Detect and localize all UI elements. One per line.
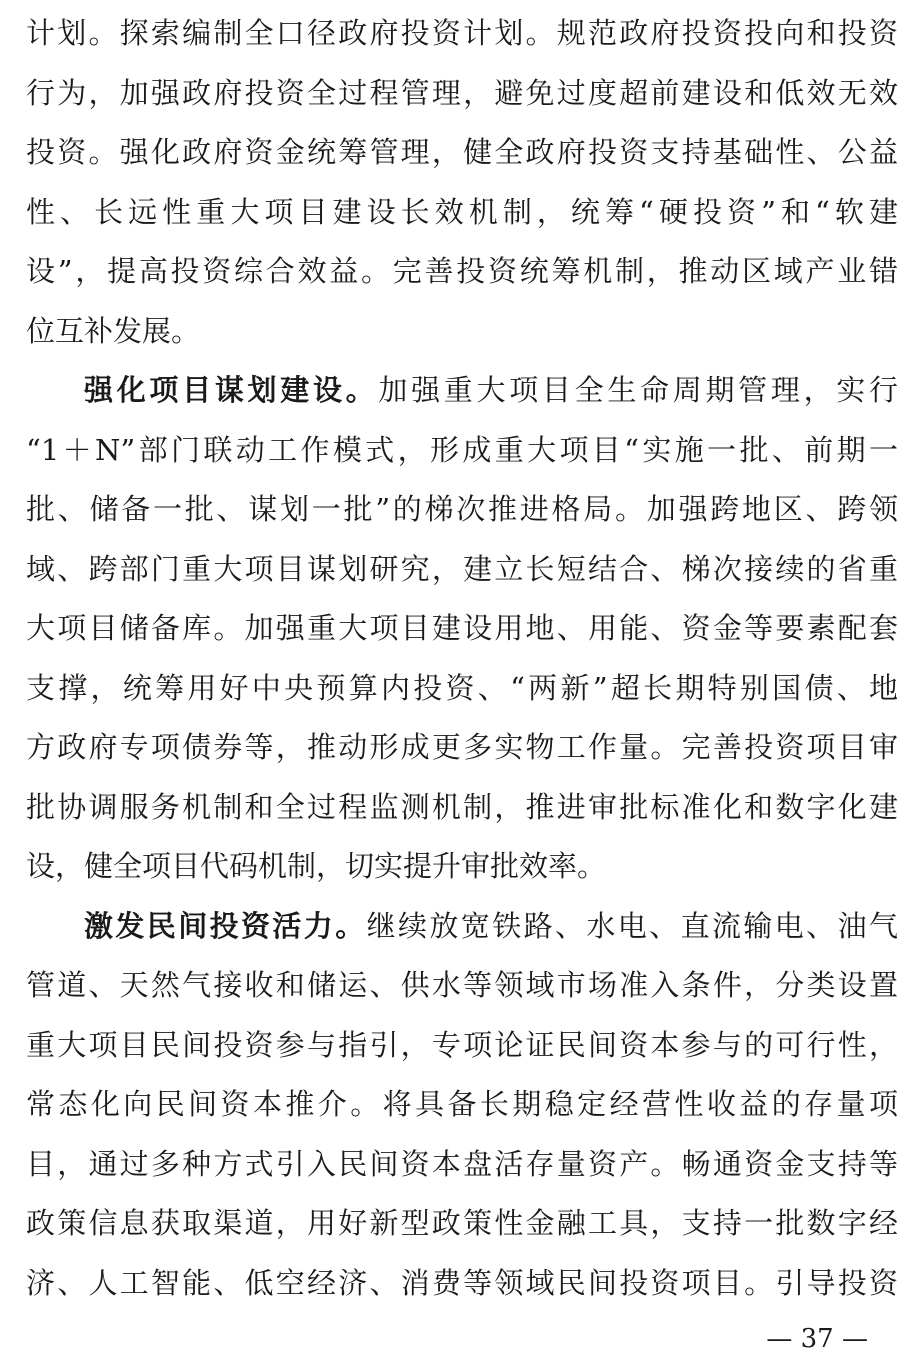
- text-line: 域、跨部门重大项目谋划研究，建立长短结合、梯次接续的省重: [26, 551, 898, 586]
- text-line: 投资。强化政府资金统筹管理，健全政府投资支持基础性、公益: [26, 135, 898, 169]
- text-line: 政策信息获取渠道，用好新型政策性金融工具，支持一批数字经: [26, 1206, 898, 1240]
- text-line: 批协调服务机制和全过程监测机制，推进审批标准化和数字化建: [26, 789, 898, 824]
- text-line: 性、长远性重大项目建设长效机制，统筹“硬投资”和“软建: [26, 194, 898, 229]
- text-line: 设”，提高投资综合效益。完善投资统筹机制，推动区域产业错: [26, 254, 898, 288]
- paragraph-first-line: [26, 361, 898, 421]
- text-line: 目，通过多种方式引入民间资本盘活存量资产。畅通资金支持等: [26, 1146, 898, 1181]
- text-line: 大项目储备库。加强重大项目建设用地、用能、资金等要素配套: [26, 611, 898, 645]
- paragraph-first-line: [26, 897, 898, 957]
- text-run: 继续放宽铁路、水电、直流输电、油气: [366, 908, 898, 943]
- paragraph-1: [26, 4, 898, 361]
- section-heading: 强化项目谋划建设。: [84, 373, 379, 407]
- section-heading: 激发民间投资活力。: [84, 908, 367, 943]
- text-line: 方政府专项债券等，推动形成更多实物工作量。完善投资项目审: [26, 730, 898, 764]
- text-line: 支撑，统筹用好中央预算内投资、“两新”超长期特别国债、地: [26, 670, 898, 705]
- text-run: 加强重大项目全生命周期管理，实行: [378, 373, 898, 407]
- text-line: 位互补发展。: [26, 313, 201, 348]
- paragraph-2: [26, 361, 898, 897]
- page-number-footer: [0, 1324, 920, 1354]
- text-line: “1＋N”部门联动工作模式，形成重大项目“实施一批、前期一: [26, 432, 898, 467]
- text-line: 管道、天然气接收和储运、供水等领域市场准入条件，分类设置: [26, 968, 898, 1002]
- text-line: 计划。探索编制全口径政府投资计划。规范政府投资投向和投资: [26, 16, 898, 50]
- document-page: [26, 4, 898, 1313]
- text-line: 济、人工智能、低空经济、消费等领域民间投资项目。引导投资: [26, 1265, 898, 1300]
- page-number: — 37 —: [766, 1324, 868, 1354]
- text-line: 批、储备一批、谋划一批”的梯次推进格局。加强跨地区、跨领: [26, 492, 898, 526]
- text-line: 重大项目民间投资参与指引，专项论证民间资本参与的可行性，: [26, 1027, 898, 1062]
- text-line: 行为，加强政府投资全过程管理，避免过度超前建设和低效无效: [26, 75, 898, 110]
- paragraph-3: [26, 897, 898, 1314]
- text-line: 设，健全项目代码机制，切实提升审批效率。: [26, 849, 607, 883]
- text-line: 常态化向民间资本推介。将具备长期稳定经营性收益的存量项: [26, 1087, 898, 1121]
